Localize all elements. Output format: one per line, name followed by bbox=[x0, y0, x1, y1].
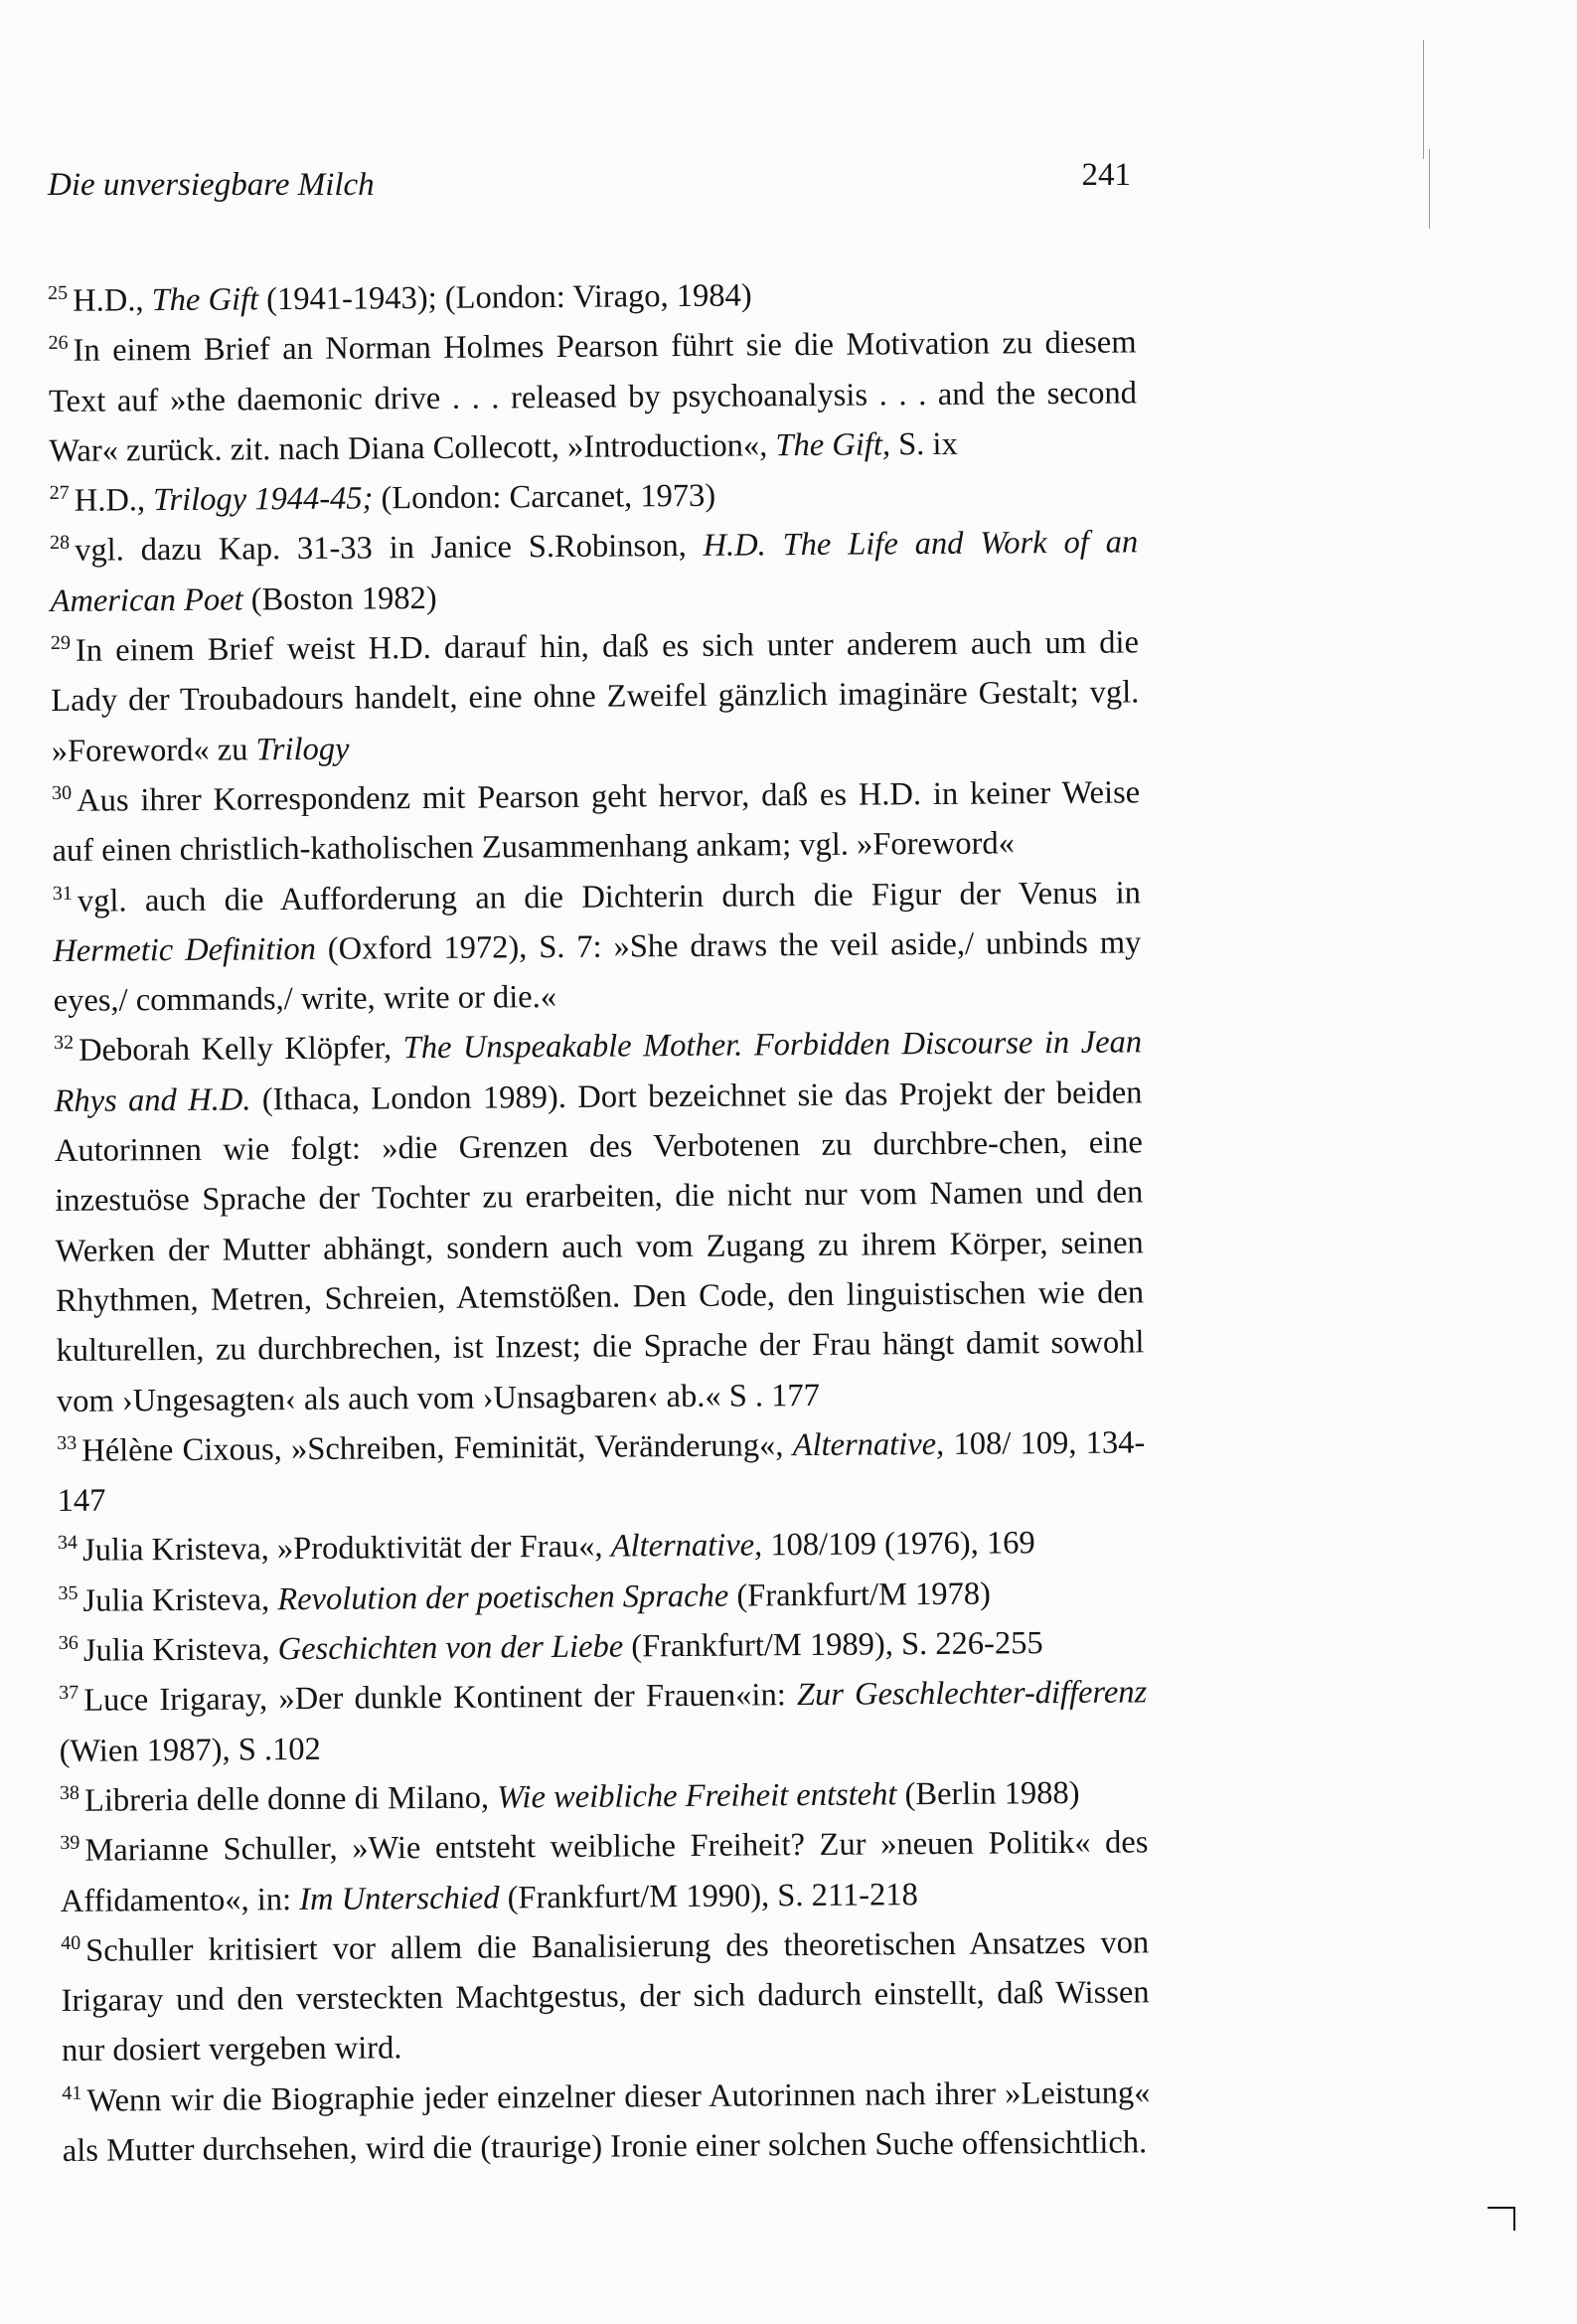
footnote-number: 35 bbox=[58, 1581, 79, 1604]
footnote-italic-text: Trilogy bbox=[255, 731, 350, 768]
footnote-number: 30 bbox=[51, 781, 73, 804]
footnote-text: (Oxford 1972), S. 7: »She draws the veil aside,/ unbinds my eyes,/ commands,/ write, write or die.« bbox=[53, 924, 1142, 1020]
footnote-text: Luce Irigaray, »Der dunkle Kontinent der Frauen«in: bbox=[83, 1677, 798, 1720]
footnote-text: Aus ihrer Korrespondenz mit Pearson geht hervor, daß es H.D. in keiner Weise auf einen christlich-katholischen Zusammenhang ankam; vgl. »Foreword« bbox=[52, 774, 1141, 870]
footnote-number: 39 bbox=[60, 1831, 80, 1855]
footnote-italic-text: Alternative, bbox=[610, 1527, 763, 1566]
footnote bbox=[48, 267, 1136, 326]
footnote-text: H.D., bbox=[74, 482, 154, 519]
footnote-italic-text: Hermetic Definition bbox=[53, 930, 317, 969]
footnote-text: Julia Kristeva, bbox=[82, 1631, 278, 1669]
footnote bbox=[50, 518, 1139, 626]
footnote bbox=[57, 1417, 1146, 1526]
footnote-italic-text: The Unspeakable Mother. Forbidden Discourse in Jean Rhys and H.D. bbox=[54, 1024, 1143, 1119]
footnote-text: S. ix bbox=[889, 425, 958, 463]
footnote-text: H.D., bbox=[73, 282, 152, 319]
footnote-number: 28 bbox=[50, 532, 71, 555]
footnote-text: (Boston 1982) bbox=[242, 580, 437, 618]
footnote-text: In einem Brief weist H.D. darauf hin, daß es sich unter anderem auch um die Lady der Troubadours handelt, eine ohne Zweifel gänzlich imaginäre Gestalt; vgl. »Foreword« zu bbox=[51, 624, 1140, 769]
footnote bbox=[59, 1668, 1148, 1776]
footnote-number: 27 bbox=[49, 482, 70, 505]
footnote-text: (Ithaca, London 1989). Dort bezeichnet sie das Projekt der beiden Autorinnen wie folgt: »die Grenzen des Verbotenen zu durchbre-chen, eine inzestuöse Sprache der Tochter zu erarbeiten, die nicht nur vom Namen und den Werken der Mutter abhängt, sondern auch vom Zugang zu ihrem Körper, seinen Rhythmen, Metren, Schreien, Atemstößen. Den Code, den linguistischen wie den kulturellen, zu durchbrechen, ist Inzest; die Sprache der Frau hängt damit sowohl vom ›Ungesagten‹ als auch vom ›Unsagbaren‹ ab.« S . 177 bbox=[54, 1075, 1145, 1419]
footnote-italic-text: H.D. The Life and Work of an American Poet bbox=[50, 524, 1139, 619]
footnote-italic-text: Wie weibliche Freiheit entsteht bbox=[497, 1776, 897, 1816]
footnote bbox=[54, 1018, 1145, 1426]
footnote-text: Schuller kritisiert vor allem die Banalisierung des theoretischen Ansatzes von Irigaray und den versteckten Machtgestus, der sich dadurch einstellt, daß Wissen nur dosiert vergeben wird. bbox=[61, 1924, 1150, 2070]
footnote bbox=[59, 1617, 1147, 1676]
footnote-text: (Frankfurt/M 1989), S. 226-255 bbox=[623, 1625, 1043, 1665]
footnote-italic-text: Geschichten von der Liebe bbox=[277, 1628, 624, 1668]
footnote-text: (Frankfurt/M 1978) bbox=[728, 1576, 991, 1614]
footnote-number: 31 bbox=[52, 882, 73, 905]
footnote-italic-text: The Gift bbox=[151, 281, 259, 319]
footnote-italic-text: The Gift, bbox=[775, 426, 891, 464]
footnote-number: 32 bbox=[53, 1032, 75, 1055]
footnotes-list bbox=[48, 267, 1151, 2176]
footnote-number: 41 bbox=[62, 2081, 82, 2104]
page-number: 241 bbox=[1081, 157, 1131, 193]
footnote-text: Wenn wir die Biographie jeder einzelner dieser Autorinnen nach ihrer »Leistung« als Mutter durchsehen, wird die (traurige) Ironie einer solchen Suche offensichtlich. bbox=[62, 2075, 1151, 2169]
footnote-number: 25 bbox=[48, 281, 69, 304]
footnote bbox=[60, 1767, 1148, 1826]
footnote-number: 37 bbox=[59, 1682, 79, 1705]
footnote-text: vgl. auch die Aufforderung an die Dichterin durch die Figur der Venus in bbox=[77, 874, 1142, 919]
footnote-text: (Berlin 1988) bbox=[896, 1774, 1080, 1813]
footnote-text: 108/ 109, 134-147 bbox=[57, 1424, 1146, 1520]
margin-mark bbox=[1423, 40, 1424, 159]
footnote-text: vgl. dazu Kap. 31-33 in Janice S.Robinson, bbox=[75, 528, 704, 570]
footnote bbox=[48, 318, 1137, 476]
footnote-number: 34 bbox=[57, 1532, 79, 1555]
footnote bbox=[58, 1568, 1146, 1626]
footnote-number: 36 bbox=[58, 1631, 79, 1654]
footnote bbox=[62, 2068, 1151, 2176]
footnote-text: (Frankfurt/M 1990), S. 211-218 bbox=[499, 1876, 918, 1915]
margin-marks bbox=[1421, 40, 1451, 229]
footnote-italic-text: Trilogy 1944-45; bbox=[153, 480, 374, 519]
running-head: Die unversiegbare Milch bbox=[48, 167, 375, 203]
footnote bbox=[52, 767, 1141, 876]
footnote-number: 26 bbox=[48, 332, 69, 355]
footnote-number: 33 bbox=[57, 1431, 78, 1454]
footnote bbox=[51, 617, 1140, 775]
margin-mark bbox=[1429, 149, 1430, 229]
footnote-text: Deborah Kelly Klöpfer, bbox=[78, 1030, 403, 1070]
footnote-text: (London: Carcanet, 1973) bbox=[373, 477, 716, 517]
footnote-number: 40 bbox=[61, 1931, 81, 1954]
footnote-italic-text: Im Unterschied bbox=[299, 1879, 500, 1917]
footnote-text: 108/109 (1976), 169 bbox=[762, 1525, 1035, 1564]
footnote-text: Libreria delle donne di Milano, bbox=[83, 1779, 498, 1819]
footnote-text: Julia Kristeva, »Produktivität der Frau«, bbox=[81, 1529, 611, 1570]
corner-mark bbox=[1488, 2207, 1517, 2235]
footnote bbox=[50, 468, 1138, 527]
footnote-text: (1941-1943); (London: Virago, 1984) bbox=[257, 277, 752, 318]
footnote-number: 38 bbox=[59, 1781, 80, 1804]
footnote-text: Hélène Cixous, »Schreiben, Feminität, Veränderung«, bbox=[81, 1426, 793, 1469]
footnote-italic-text: Alternative, bbox=[792, 1425, 945, 1463]
page-header bbox=[48, 157, 1131, 217]
footnote-number: 29 bbox=[50, 631, 71, 655]
footnote-italic-text: Zur Geschlechter-differenz bbox=[796, 1674, 1148, 1714]
footnote-text: In einem Brief an Norman Holmes Pearson führt sie die Motivation zu diesem Text auf »the daemonic drive . . . released by psychoanalysis . . . and the second War« zurück. zit. nach Diana Collecott, »Introduction«, bbox=[48, 324, 1138, 469]
footnote bbox=[53, 868, 1142, 1026]
footnote bbox=[60, 1818, 1149, 1926]
footnote bbox=[58, 1518, 1146, 1577]
footnote-text: Marianne Schuller, »Wie entsteht weibliche Freiheit? Zur »neuen Politik« des Affidamento«, in: bbox=[60, 1824, 1149, 1919]
footnote-text: (Wien 1987), S .102 bbox=[59, 1731, 321, 1769]
footnote bbox=[61, 1917, 1150, 2075]
footnote-text: Julia Kristeva, bbox=[82, 1580, 278, 1619]
footnote-italic-text: Revolution der poetischen Sprache bbox=[277, 1577, 729, 1617]
